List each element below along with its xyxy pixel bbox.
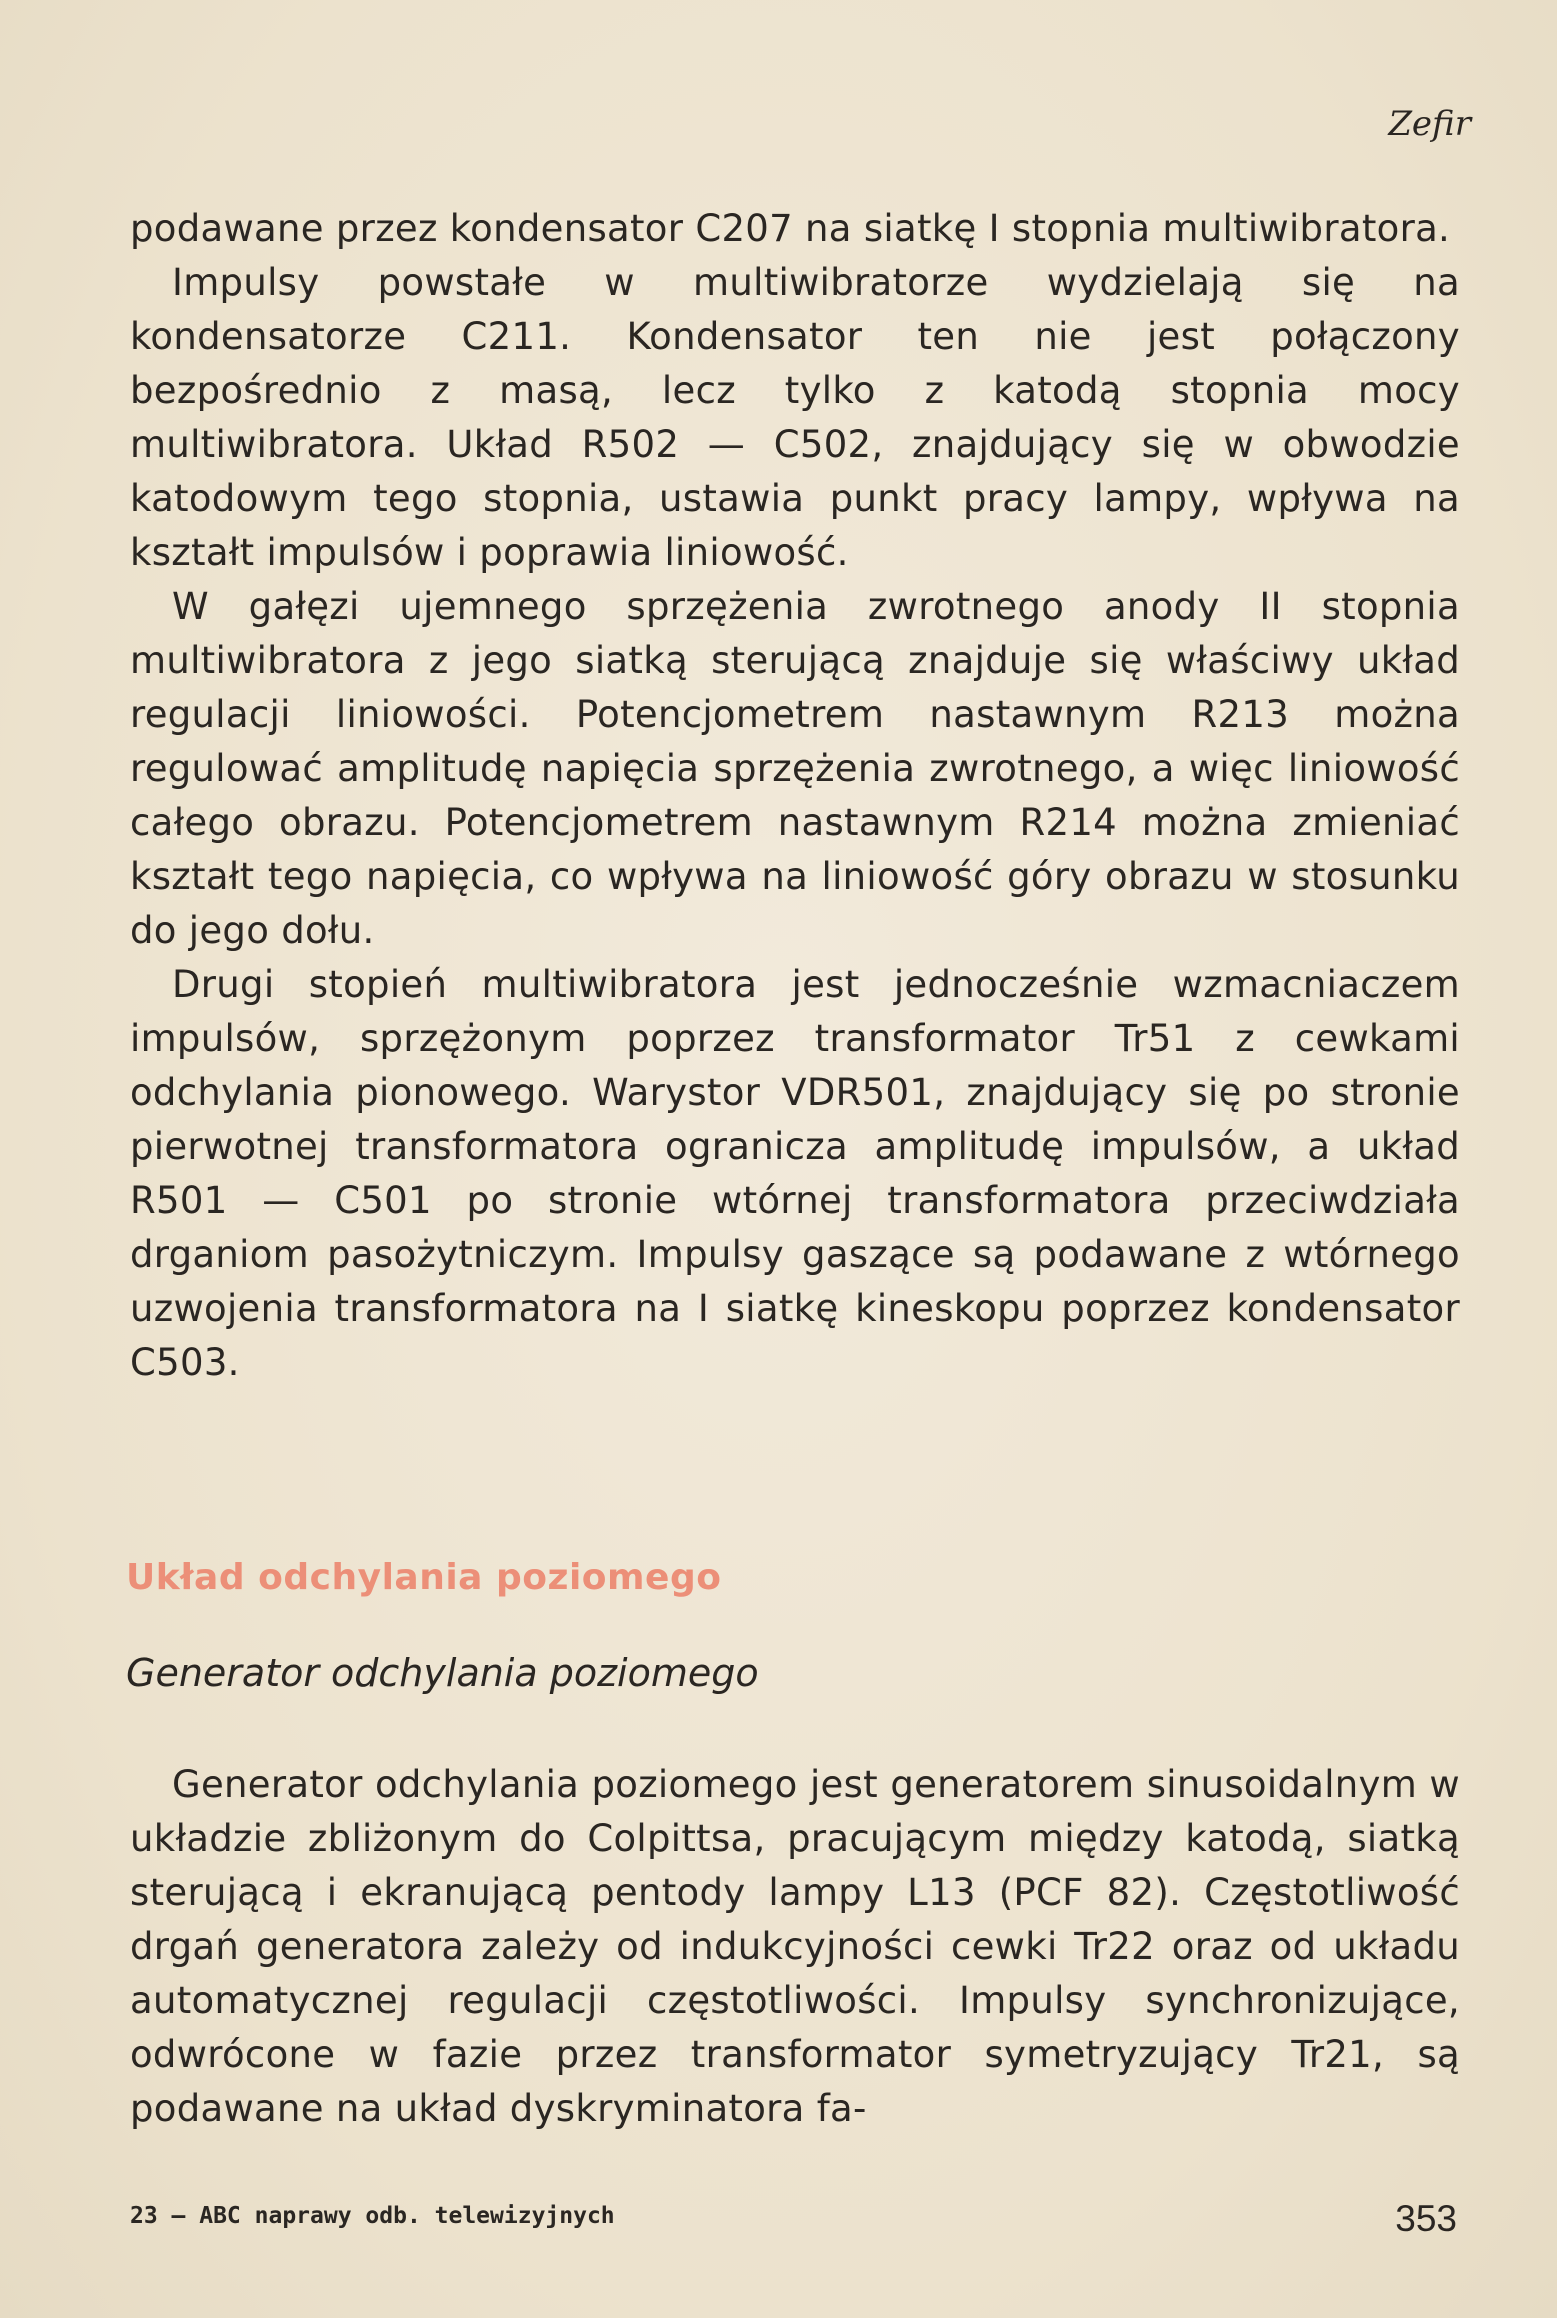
footer-note: 23 – ABC naprawy odb. telewizyjnych (130, 2203, 615, 2229)
body-text-block-2 (130, 1758, 1460, 2136)
paragraph-drugi-stopien: Drugi stopień multiwibratora jest jednocześnie wzmacniaczem impulsów, sprzężonym poprzez transformator Tr51 z cewkami odchylania pionowego. Warystor VDR501, znajdujący się po stronie pierwotnej transformatora ogranicza amplitudę impulsów, a układ R501 — C501 po stronie wtórnej transformatora przeciwdziała drganiom pasożytniczym. Impulsy gaszące są podawane z wtórnego uzwojenia transformatora na I siatkę kineskopu poprzez kondensator C503. (130, 963, 1460, 1384)
paragraph-galezi: W gałęzi ujemnego sprzężenia zwrotnego anody II stopnia multiwibratora z jego siatką sterującą znajduje się właściwy układ regulacji liniowości. Potencjometrem nastawnym R213 można regulować amplitudę napięcia sprzężenia zwrotnego, a więc liniowość całego obrazu. Potencjometrem nastawnym R214 można zmieniać kształt tego napięcia, co wpływa na liniowość góry obrazu w stosunku do jego dołu. (130, 585, 1460, 952)
body-text-block-1 (130, 202, 1460, 1390)
paragraph-impulsy: Impulsy powstałe w multiwibratorze wydzielają się na kondensatorze C211. Kondensator ten nie jest połączony bezpośrednio z masą, lecz tylko z katodą stopnia mocy multiwibratora. Układ R502 — C502, znajdujący się w obwodzie katodowym tego stopnia, ustawia punkt pracy lampy, wpływa na kształt impulsów i poprawia liniowość. (130, 261, 1460, 574)
paragraph-continuation: podawane przez kondensator C207 na siatkę I stopnia multiwibratora. (130, 207, 1451, 250)
paragraph-generator: Generator odchylania poziomego jest generatorem sinusoidalnym w układzie zbliżonym do Colpittsa, pracującym między katodą, siatką sterującą i ekranującą pentody lampy L13 (PCF 82). Częstotliwość drgań generatora zależy od indukcyjności cewki Tr22 oraz od układu automatycznej regulacji częstotliwości. Impulsy synchronizujące, odwrócone w fazie przez transformator symetryzujący Tr21, są podawane na układ dyskryminatora fa- (130, 1763, 1460, 2130)
running-head: Zefir (1388, 104, 1471, 144)
subsection-heading: Generator odchylania poziomego (126, 1651, 759, 1695)
section-heading: Układ odchylania poziomego (126, 1557, 722, 1598)
page-number: 353 (1395, 2198, 1457, 2239)
